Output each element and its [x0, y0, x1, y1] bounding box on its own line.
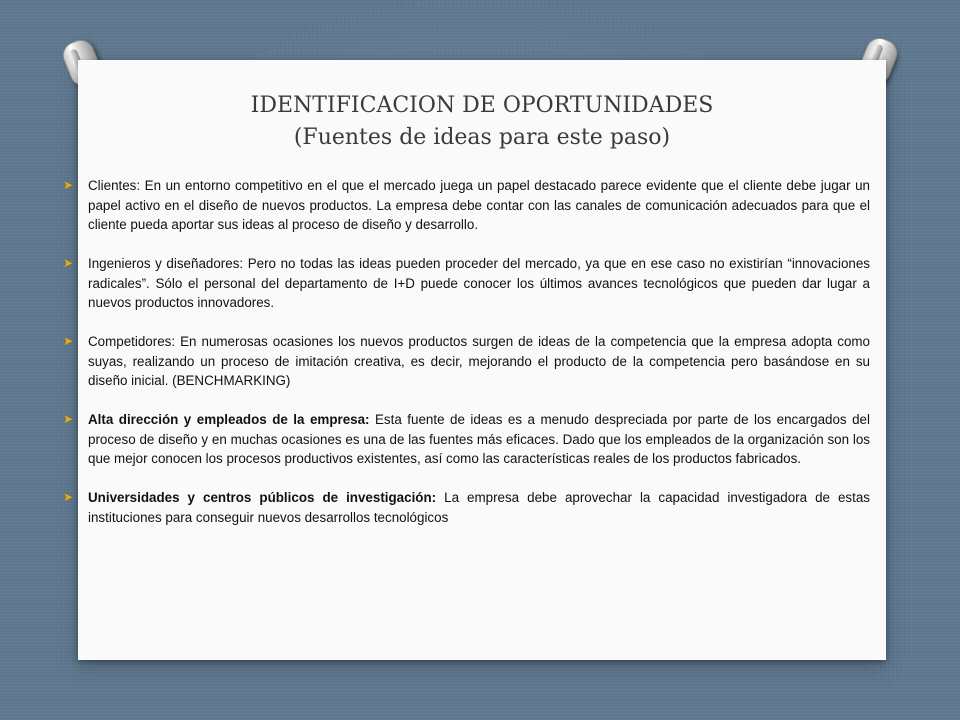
title-line-2: (Fuentes de ideas para este paso): [293, 125, 671, 150]
item-term: Ingenieros y diseñadores:: [88, 256, 244, 271]
item-term: Competidores:: [88, 334, 176, 349]
arrow-bullet-icon: ➤: [63, 256, 74, 270]
arrow-bullet-icon: ➤: [63, 412, 74, 426]
list-item-ingenieros: [63, 254, 870, 313]
item-text: En un entorno competitivo en el que el mercado juega un papel destacado parece evidente que el cliente debe jugar un papel activo en el diseño de nuevos productos. La empresa debe contar con las canales de comunicación adecuados para que el cliente pueda aportar sus ideas al proceso de diseño y desarrollo.: [88, 178, 870, 232]
item-text: Pero no todas las ideas pueden proceder del mercado, ya que en ese caso no existirían “innovaciones radicales”. Sólo el personal del departamento de I+D puede conocer los últimos avances tecnológicos que pueden dar lugar a nuevos productos innovadores.: [88, 256, 870, 310]
item-text: La empresa debe aprovechar la capacidad investigadora de estas instituciones para conseguir nuevos desarrollos tecnológicos: [88, 490, 870, 525]
list-item-clientes: [63, 176, 870, 235]
item-text: En numerosas ocasiones los nuevos productos surgen de ideas de la competencia que la empresa adopta como suyas, realizando un proceso de imitación creativa, es decir, mejorando el producto de la competencia pero basándose en su diseño inicial. (BENCHMARKING): [88, 334, 870, 388]
title-line-1: IDENTIFICACION DE OPORTUNIDADES: [250, 93, 714, 118]
page-title: [78, 90, 886, 154]
item-term: Clientes:: [88, 178, 141, 193]
item-term: Universidades y centros públicos de investigación:: [88, 490, 437, 505]
item-text: Esta fuente de ideas es a menudo despreciada por parte de los encargados del proceso de diseño y en muchas ocasiones es una de las fuentes más eficaces. Dado que los empleados de la organización son los que mejor conocen los procesos productivos existentes, así como las características reales de los productos fabricados.: [88, 412, 870, 466]
item-term: Alta dirección y empleados de la empresa:: [88, 412, 370, 427]
bullet-list: [63, 176, 870, 547]
list-item-universidades: [63, 488, 870, 527]
arrow-bullet-icon: ➤: [63, 490, 74, 504]
list-item-competidores: [63, 332, 870, 391]
arrow-bullet-icon: ➤: [63, 334, 74, 348]
arrow-bullet-icon: ➤: [63, 178, 74, 192]
list-item-alta-direccion: [63, 410, 870, 469]
